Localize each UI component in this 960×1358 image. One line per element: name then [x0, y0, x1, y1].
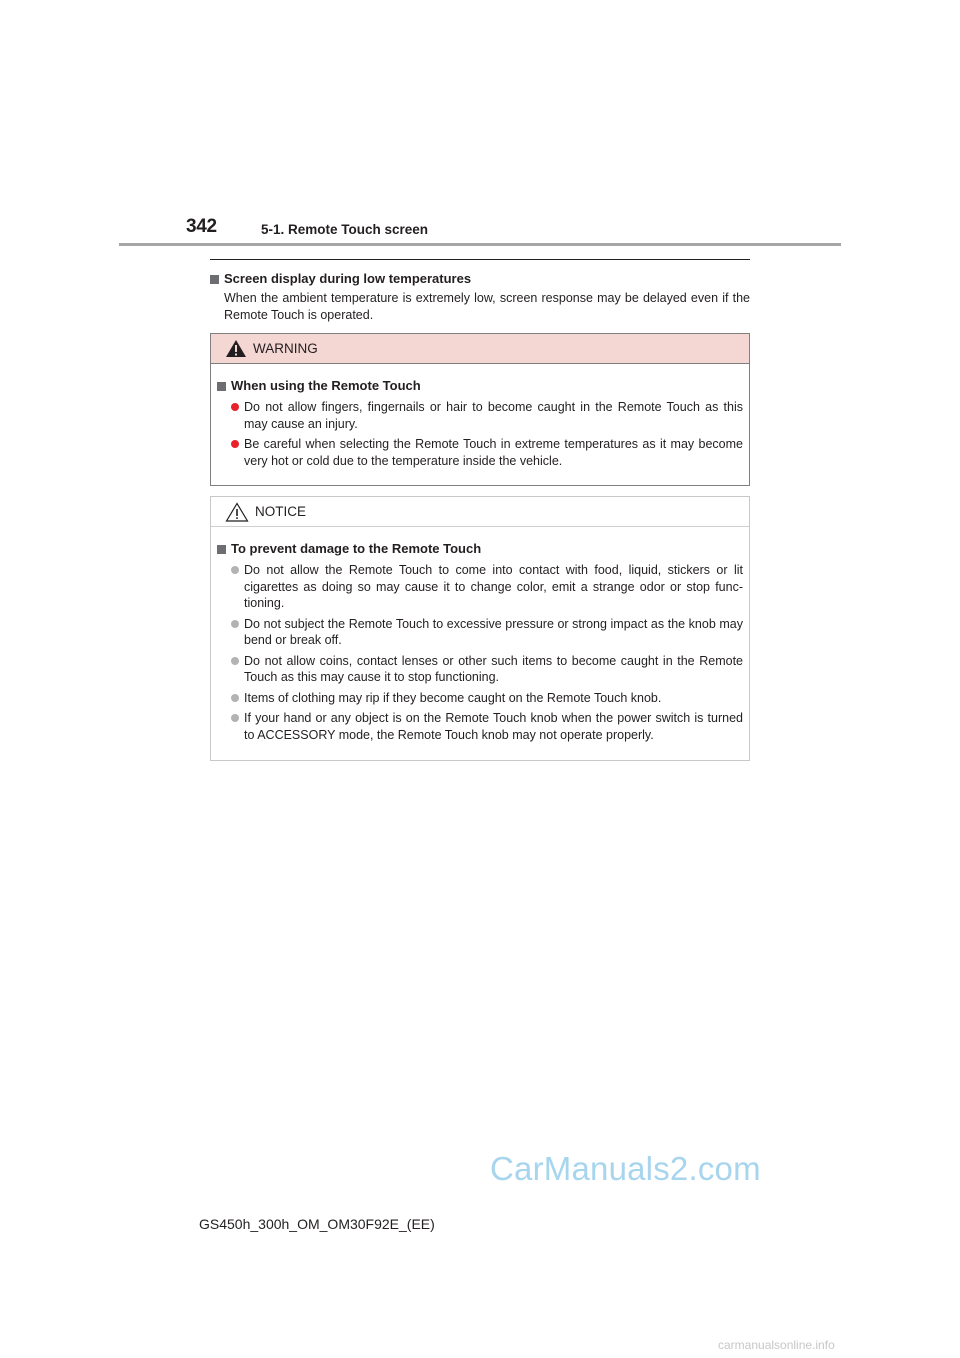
bullet-dot-icon [231, 694, 239, 702]
document-code: GS450h_300h_OM_OM30F92E_(EE) [199, 1216, 435, 1232]
warning-bullet-text: Be careful when selecting the Remote Touch in extreme temperatures as it may become very hot or cold due to the temperature inside the vehicle. [244, 437, 743, 468]
notice-box [210, 496, 750, 761]
notice-bullet [217, 710, 743, 743]
bullet-dot-icon [231, 403, 239, 411]
notice-heading [217, 540, 743, 558]
content-top-rule [210, 259, 750, 260]
notice-label: NOTICE [255, 504, 307, 519]
warning-body [211, 364, 749, 469]
info-heading [210, 270, 750, 288]
bullet-dot-icon [231, 657, 239, 665]
bullet-dot-icon [231, 440, 239, 448]
bullet-dot-icon [231, 714, 239, 722]
notice-heading-text: To prevent damage to the Remote Touch [231, 541, 482, 556]
warning-bullet [217, 399, 743, 432]
warning-header [211, 334, 749, 364]
header-rule [119, 243, 841, 246]
notice-bullet [217, 690, 743, 707]
notice-bullet [217, 616, 743, 649]
notice-body [211, 527, 749, 743]
bullet-dot-icon [231, 566, 239, 574]
notice-bullet-text: Do not allow coins, contact lenses or other such items to become caught in the Remote Touch as this may cause it to stop functioning. [244, 653, 743, 684]
warning-label: WARNING [253, 341, 318, 356]
warning-heading-text: When using the Remote Touch [231, 378, 421, 393]
notice-bullet-text: If your hand or any object is on the Remote Touch knob when the power switch is turned to ACCESSORY mode, the Remote Touch knob may not operate properly. [244, 711, 743, 742]
info-heading-text: Screen display during low temperatures [224, 271, 472, 286]
notice-bullet [217, 653, 743, 686]
square-bullet-icon [217, 545, 226, 554]
notice-bullet-text: Do not allow the Remote Touch to come into contact with food, liquid, stickers or lit cigarettes as doing so may cause it to change color, emit a strange odor or stop func- tioning. [244, 563, 743, 610]
notice-header [211, 497, 749, 527]
warning-triangle-icon [225, 339, 247, 358]
info-section [210, 270, 750, 323]
watermark-logo: CarManuals2.com [490, 1150, 761, 1187]
warning-bullet-text: Do not allow fingers, fingernails or hair to become caught in the Remote Touch as this may cause an injury. [244, 400, 743, 431]
section-title: 5-1. Remote Touch screen [261, 222, 429, 237]
watermark-url: carmanualsonline.info [718, 1338, 835, 1352]
caution-triangle-outline-icon [225, 502, 249, 522]
page-number: 342 [186, 216, 217, 237]
square-bullet-icon [217, 382, 226, 391]
bullet-dot-icon [231, 620, 239, 628]
info-text: When the ambient temperature is extremely low, screen response may be delayed even if the Remote Touch is operated. [224, 291, 750, 322]
notice-bullet [217, 562, 743, 612]
notice-bullet-text: Items of clothing may rip if they become caught on the Remote Touch knob. [244, 690, 662, 705]
square-bullet-icon [210, 275, 219, 284]
warning-heading [217, 377, 743, 395]
warning-box [210, 333, 750, 486]
notice-bullet-text: Do not subject the Remote Touch to excessive pressure or strong impact as the knob may bend or break off. [244, 616, 743, 647]
warning-bullet [217, 436, 743, 469]
